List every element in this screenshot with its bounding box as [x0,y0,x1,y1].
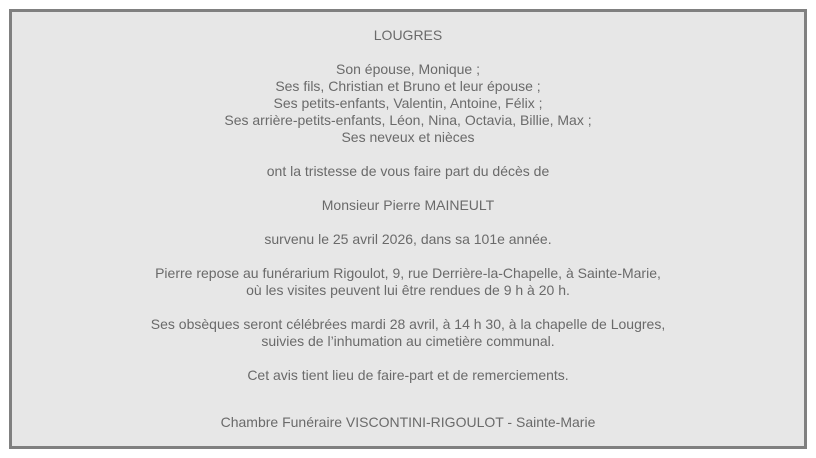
obituary-notice-frame [9,9,807,449]
family-line-grandchildren: Ses petits-enfants, Valentin, Antoine, Félix ; [273,95,543,111]
family-line-nephews-nieces: Ses neveux et nièces [341,129,475,145]
funeral-line-2: suivies de l’inhumation au cimetière communal. [261,333,555,349]
deceased-name: Monsieur Pierre MAINEULT [321,197,495,213]
funeral-line-1: Ses obsèques seront célébrées mardi 28 avril, à 14 h 30, à la chapelle de Lougres, [150,316,666,332]
announcement-text: ont la tristesse de vous faire part du décès de [266,163,550,179]
town-heading: LOUGRES [373,27,443,43]
closing-text: Cet avis tient lieu de faire-part et de remerciements. [247,367,569,383]
funeral-home-signature: Chambre Funéraire VISCONTINI-RIGOULOT - Sainte-Marie [220,414,596,430]
obituary-notice [12,27,804,431]
family-line-sons: Ses fils, Christian et Bruno et leur épouse ; [275,78,541,94]
rest-location-line-1: Pierre repose au funérarium Rigoulot, 9, rue Derrière-la-Chapelle, à Sainte-Marie, [155,265,661,281]
rest-location-line-2: où les visites peuvent lui être rendues de 9 h à 20 h. [246,282,570,298]
family-line-great-grandchildren: Ses arrière-petits-enfants, Léon, Nina, Octavia, Billie, Max ; [224,112,592,128]
family-line-spouse: Son épouse, Monique ; [336,61,480,77]
death-info: survenu le 25 avril 2026, dans sa 101e année. [264,231,552,247]
